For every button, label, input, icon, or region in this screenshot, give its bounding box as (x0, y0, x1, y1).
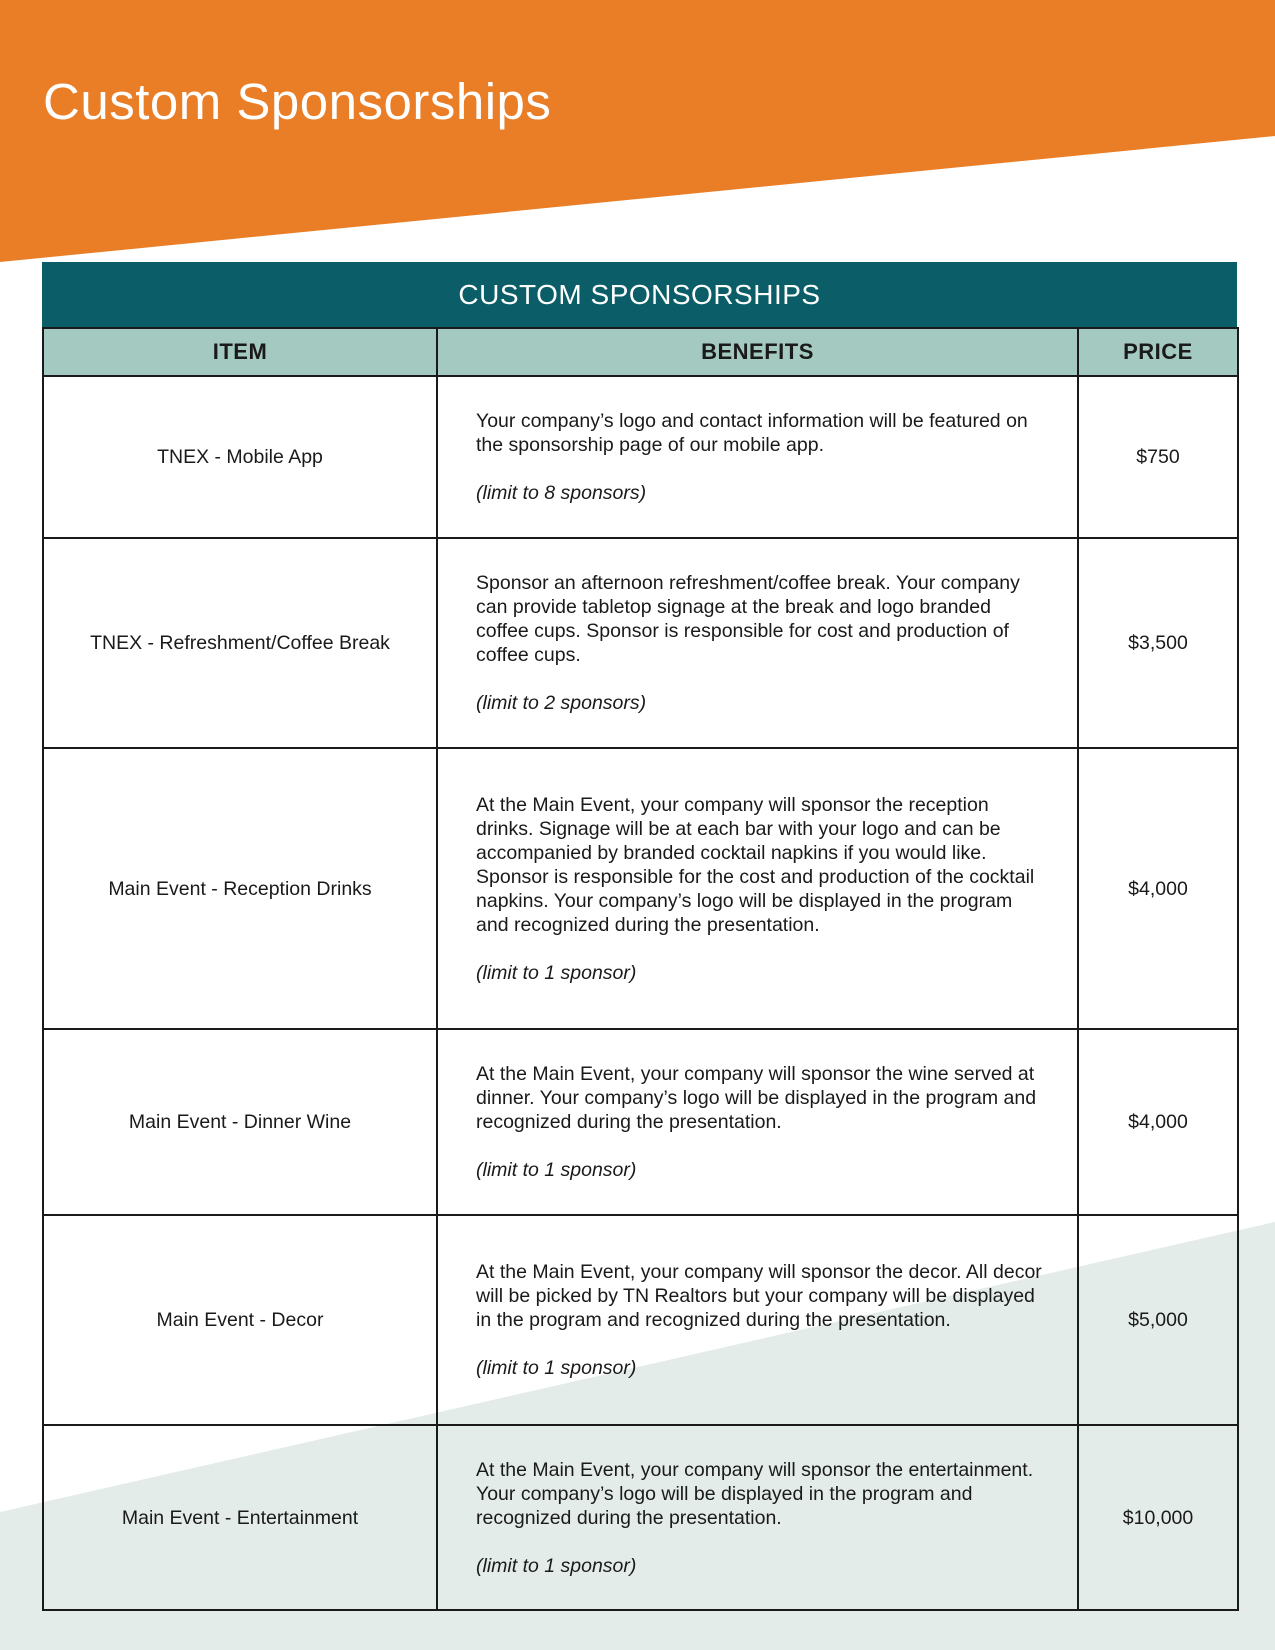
sponsorship-table-container (42, 262, 1237, 1611)
item-cell: Main Event - Dinner Wine (43, 1029, 437, 1215)
table-row (43, 376, 1238, 538)
benefits-cell (437, 1425, 1078, 1610)
item-cell: TNEX - Mobile App (43, 376, 437, 538)
sponsorship-table (42, 327, 1239, 1611)
item-cell: TNEX - Refreshment/Coffee Break (43, 538, 437, 748)
benefits-cell (437, 1215, 1078, 1425)
column-header-item: ITEM (43, 328, 437, 376)
table-row (43, 748, 1238, 1029)
limit-note: (limit to 1 sponsor) (476, 961, 637, 984)
benefits-text: Your company’s logo and contact information will be featured on the sponsorship page of our mobile app. (476, 410, 1028, 456)
table-title: CUSTOM SPONSORSHIPS (42, 262, 1237, 327)
table-row (43, 538, 1238, 748)
benefits-cell (437, 376, 1078, 538)
limit-note: (limit to 1 sponsor) (476, 1554, 637, 1577)
table-row (43, 1215, 1238, 1425)
item-cell: Main Event - Reception Drinks (43, 748, 437, 1029)
limit-note: (limit to 1 sponsor) (476, 1159, 637, 1181)
limit-note: (limit to 1 sponsor) (476, 1357, 637, 1379)
benefits-text: At the Main Event, your company will sponsor the decor. All decor will be picked by TN Realtors but your company will be displayed in the program and recognized during the presentation. (476, 1261, 1042, 1331)
benefits-text: At the Main Event, your company will sponsor the wine served at dinner. Your company’s logo will be displayed in the program and recognized during the presentation. (476, 1063, 1037, 1133)
price-cell: $4,000 (1078, 748, 1238, 1029)
price-cell: $4,000 (1078, 1029, 1238, 1215)
column-header-benefits: BENEFITS (437, 328, 1078, 376)
limit-note: (limit to 2 sponsors) (476, 692, 647, 714)
price-cell: $5,000 (1078, 1215, 1238, 1425)
item-cell: Main Event - Entertainment (43, 1425, 437, 1610)
price-cell: $10,000 (1078, 1425, 1238, 1610)
benefits-text: Sponsor an afternoon refreshment/coffee break. Your company can provide tabletop signage at the break and logo branded coffee cups. Sponsor is responsible for cost and production of coffee cups. (476, 572, 1020, 666)
benefits-cell (437, 1029, 1078, 1215)
column-header-price: PRICE (1078, 328, 1238, 376)
benefits-text: At the Main Event, your company will sponsor the reception drinks. Signage will be at each bar with your logo and can be accompanied by branded cocktail napkins if you would like. Sponsor is responsible for the cost and production of the cocktail napkins. Your company’s logo will be displayed in the program and recognized during the presentation. (476, 793, 1035, 936)
price-cell: $750 (1078, 376, 1238, 538)
page-title: Custom Sponsorships (43, 73, 552, 130)
benefits-text: At the Main Event, your company will sponsor the entertainment. Your company’s logo will be displayed in the program and recognized during the presentation. (476, 1458, 1034, 1529)
price-cell: $3,500 (1078, 538, 1238, 748)
limit-note: (limit to 8 sponsors) (476, 482, 647, 504)
benefits-cell (437, 748, 1078, 1029)
table-header-row (43, 328, 1238, 376)
item-cell: Main Event - Decor (43, 1215, 437, 1425)
table-row (43, 1029, 1238, 1215)
table-row (43, 1425, 1238, 1610)
benefits-cell (437, 538, 1078, 748)
